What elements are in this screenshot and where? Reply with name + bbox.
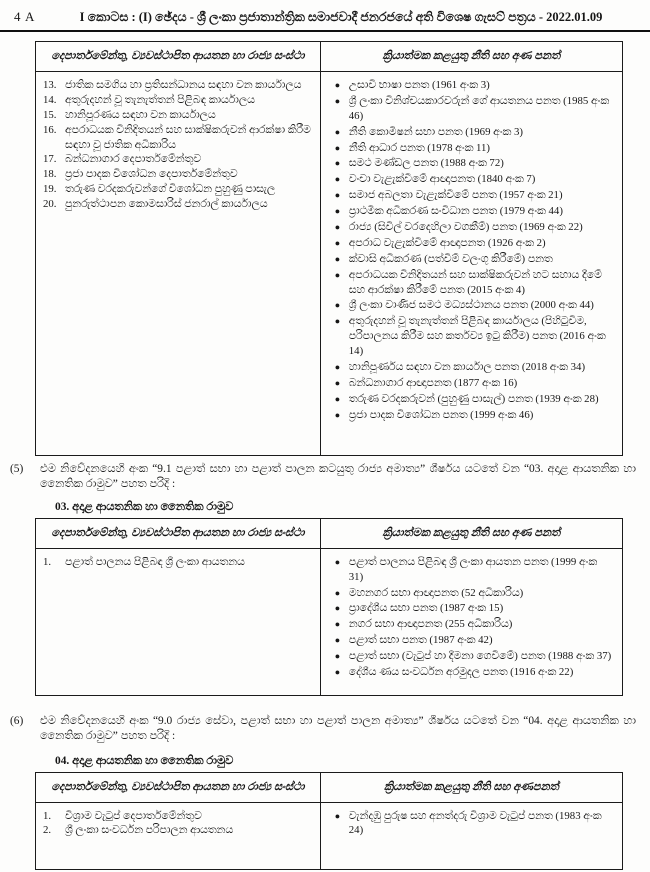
department-name: ප්‍රජා පාදක විශෝධන දෙපාර්තමේන්තුව (65, 168, 238, 181)
table-header-row (36, 519, 622, 549)
item-number: 13. (43, 79, 57, 91)
paragraph-5-marker: (5) (10, 463, 24, 475)
act-item (327, 268, 616, 298)
table-2-caption: 03. අදාළ ආයතනික හා නෛතික රාමුව (55, 500, 234, 513)
department-name: විශ්‍රාම වැටුප් දෙපාර්තමේන්තුව (65, 809, 202, 822)
act-item (327, 314, 616, 359)
col-header-departments: දෙපාර්තමේන්තු, ව්‍යවස්ථාපිත ආයතන හා රාජ්‍ය සංස්ථා (36, 773, 321, 802)
department-item (43, 93, 314, 108)
bullet-icon: ● (334, 190, 341, 201)
act-name: හානිපූර්ණය සඳහා වන කාර්යාල පනත (2018 අංක 34) (348, 361, 586, 374)
departments-cell (36, 549, 321, 695)
item-number: 15. (43, 108, 57, 121)
departments-acts-table-1 (35, 41, 623, 456)
act-item (327, 188, 616, 203)
act-item (327, 392, 616, 407)
department-item (43, 809, 314, 824)
act-name: වැන්දඹු පුරුෂ සහ අනත්දරු විශ්‍රාම වැටුප් පනත (1983 අංක 24) (348, 809, 602, 837)
act-name: මහනගර සභා ආඥාපනත (52 අධිකාරිය) (348, 586, 524, 599)
department-item (43, 197, 314, 212)
act-item (327, 601, 616, 616)
department-name: ශ්‍රී ලංකා සංවර්ධන පරිපාලන ආයතනය (65, 824, 234, 837)
act-name: අපරාධයක විනිදිතයන් සහ සාක්ෂිකරුවන් හට සහාය දීමේ සහ ආරක්ෂා කිරීමේ පනත (2015 අංක 4) (348, 268, 602, 296)
item-number: 2. (43, 824, 52, 837)
bullet-icon: ● (334, 300, 341, 311)
item-number: 1. (43, 809, 52, 822)
department-name: බන්ධනාගාර දෙපාර්තමේන්තුව (65, 153, 202, 166)
act-name: ප්‍රාදේශීය සභා පනත (1987 අංක 15) (348, 602, 504, 615)
paragraph-6 (10, 714, 636, 745)
act-item (327, 156, 616, 171)
act-item (327, 408, 616, 423)
act-name: දේශීය ණය සංවර්ධන අරමුදල පනත (1916 අංක 22) (348, 666, 574, 679)
department-item (43, 78, 314, 93)
act-item (327, 617, 616, 632)
act-item (327, 809, 616, 839)
bullet-icon: ● (334, 142, 341, 153)
act-name: ප්‍රාථමික අධිකරණ සංවිධාන පනත (1979 අංක 44) (348, 205, 563, 218)
bullet-icon: ● (334, 603, 341, 614)
act-item (327, 94, 616, 124)
bullet-icon: ● (334, 222, 341, 233)
act-name: රාජ්‍ය (සිවිල් වරදෙහිලා වගකීම්) පනත (1969 අංක 22) (348, 221, 583, 234)
col-header-departments: දෙපාර්තමේන්තු, ව්‍යවස්ථාපිත ආයතන හා රාජ්‍ය සංස්ථා (36, 519, 321, 548)
item-number: 16. (43, 123, 57, 136)
table-body-row (36, 549, 622, 695)
item-number: 18. (43, 168, 57, 181)
department-name: පුනරුත්ථාපන කොමසාරිස් ජනරාල් කාර්යාලය (65, 198, 268, 211)
department-item (43, 823, 314, 838)
table-3-caption: 04. අදාළ ආයතනික හා නෛතික රාමුව (55, 754, 234, 767)
act-item (327, 236, 616, 251)
paragraph-6-text: එම නිවේදනයෙහි අංක “9.0 රාජ්‍ය සේවා, පළාත් සභා හා පළාත් පාලන අමාත්‍ය” ශීර්ෂය යටතේ වන “04. අදාළ ආයතනික හා නෛතික රාමුව” පහත පරිදි : (40, 714, 636, 743)
bullet-icon: ● (334, 393, 341, 404)
table-header-row (36, 773, 622, 803)
act-name: ශ්‍රී ලංකා වාණිජ සමථ මධ්‍යස්ථානය පනත (2000 අංක 44) (348, 299, 594, 312)
act-item (327, 220, 616, 235)
departments-cell (36, 72, 321, 455)
act-item (327, 555, 616, 585)
acts-cell (321, 549, 622, 695)
act-name: නගර සභා ආඥාපනත (255 අධිකාරිය) (348, 618, 513, 631)
act-name: ක්වාසි අධිකරණ (පත්වීම් වලංගු කිරීමේ) පනත (348, 252, 553, 265)
bullet-icon: ● (334, 316, 341, 327)
department-item (43, 108, 314, 123)
page-header (0, 0, 650, 25)
bullet-icon: ● (334, 237, 341, 248)
act-name: උසාවි භාෂා පනත (1961 අංක 3) (348, 79, 490, 91)
act-name: ප්‍රජා පාදක විශෝධන පනත (1999 අංක 46) (348, 408, 534, 421)
department-item (43, 167, 314, 182)
act-name: නීති කොමිෂන් සභා පනත (1969 අංක 3) (348, 125, 524, 138)
bullet-icon: ● (334, 158, 341, 169)
act-item (327, 649, 616, 664)
acts-cell (321, 803, 622, 869)
bullet-icon: ● (334, 810, 341, 821)
bullet-icon: ● (334, 667, 341, 678)
department-name: පළාත් පාලනය පිළිබඳ ශ්‍රී ලංකා ආයතනය (65, 555, 245, 568)
departments-acts-table-3 (35, 772, 623, 870)
departments-acts-table-2 (35, 518, 623, 696)
item-number: 19. (43, 183, 57, 196)
act-name: සමාජ අබලතා වැළැක්වීමේ පනත (1957 අංක 21) (348, 189, 563, 202)
item-number: 20. (43, 198, 57, 211)
bullet-icon: ● (334, 635, 341, 646)
department-item (43, 123, 314, 153)
bullet-icon: ● (334, 126, 341, 137)
bullet-icon: ● (334, 362, 341, 373)
act-item (327, 141, 616, 156)
act-item (327, 125, 616, 140)
item-number: 14. (43, 93, 57, 106)
bullet-icon: ● (334, 556, 341, 567)
department-name: හානිපූරණය සඳහා වන කාර්යාලය (65, 108, 216, 121)
act-name: සමථ මණ්ඩල පනත (1988 අංක 72) (348, 157, 504, 170)
bullet-icon: ● (334, 651, 341, 662)
act-item (327, 172, 616, 187)
col-header-acts: ක්‍රියාත්මක කළයුතු නීති සහ අණපනත් (383, 780, 559, 793)
act-item (327, 633, 616, 648)
page-number: 4 A (14, 9, 36, 24)
bullet-icon: ● (334, 253, 341, 264)
bullet-icon: ● (334, 174, 341, 185)
act-name: ශ්‍රී ලංකා විනිශ්චයකාරවරුන් ගේ ආයතනය පනත (1985 අංක 46) (348, 94, 610, 122)
paragraph-6-marker: (6) (10, 714, 24, 727)
act-item (327, 586, 616, 601)
act-name: පළාත් පාලනය පිළිබඳ ශ්‍රී ලංකා ආයතන පනත (1999 අංක 31) (348, 555, 598, 583)
item-number: 1. (43, 555, 52, 568)
department-name: තරුණ වරදකරුවන්ගේ විශෝධන පුහුණු පාසැල (65, 183, 276, 196)
bullet-icon: ● (334, 587, 341, 598)
act-item (327, 360, 616, 375)
bullet-icon: ● (334, 206, 341, 217)
department-item (43, 152, 314, 167)
act-item (327, 252, 616, 267)
bullet-icon: ● (334, 619, 341, 630)
table-body-row (36, 803, 622, 869)
item-number: 17. (43, 153, 57, 166)
bullet-icon: ● (334, 269, 341, 280)
department-name: අපරාධයක විනිදිතයන් සහ සාක්ෂිකරුවන් ආරක්ෂා කිරීම සඳහා වූ ජාතික අධිකාරිය (65, 123, 311, 151)
department-name: අතුරුදහන් වූ තැනැත්තන් පිළිබඳ කාර්යාලය (65, 93, 255, 106)
department-item (43, 555, 314, 570)
bullet-icon: ● (334, 409, 341, 420)
page-title: I කොටස : (I) ඡේදය - ශ්‍රී ලංකා ප්‍රජාතාන්ත්‍රික සමාජවාදී ජනරජයේ අති විශෙෂ ගැසට් පත්‍රය - 2022.01.09 (79, 10, 603, 24)
act-name: අපරාධ වැළැක්වීමේ ආඥාපනත (1926 අංක 2) (348, 236, 546, 249)
department-name: ජාතික සමගිය හා ප්‍රතිසන්ධානය සඳහා වන කාර්යාලය (65, 79, 302, 91)
bullet-icon: ● (334, 377, 341, 388)
act-name: නීති ආධාර පනත (1978 අංක 11) (348, 141, 491, 154)
act-name: පළාත් සභා (වැටුප් හා දීමනා ගෙවීමේ) පනත (1988 අංක 37) (348, 650, 612, 663)
act-name: අතුරුදහන් වූ තැනැත්තන් පිළිබඳ කාර්යාලය (පිහිටුවීම, පරිපාලනය කිරීම සහ කර්තව්‍ය ඉටු කිරීම) පනත (2016 අංක 14) (348, 315, 606, 358)
col-header-departments: දෙපාර්තමේන්තු, ව්‍යවස්ථාපිත ආයතන හා රාජ්‍ය සංස්ථා (36, 42, 321, 71)
act-name: වංචා වැළැක්වීමේ ආඥාපනත (1840 අංක 7) (348, 173, 536, 186)
col-header-acts: ක්‍රියාත්මක කළයුතු නීති සහ අණ පනත් (382, 526, 561, 539)
act-item (327, 204, 616, 219)
act-name: බන්ධනාගාර ආඥාපනත (1877 අංක 16) (348, 376, 518, 389)
col-header-acts: ක්‍රියාත්මක කළයුතු නීති සහ අණ පනත් (382, 50, 561, 62)
act-item (327, 78, 616, 93)
table-header-row (36, 42, 622, 72)
bullet-icon: ● (334, 95, 341, 106)
act-item (327, 298, 616, 313)
paragraph-5 (10, 462, 636, 493)
table-body-row (36, 72, 622, 455)
act-name: තරුණ වරදකරුවන් (පුහුණු පාසැල්) පනත (1939 අංක 28) (348, 392, 599, 405)
acts-cell (321, 72, 622, 455)
act-item (327, 665, 616, 680)
act-item (327, 376, 616, 391)
bullet-icon: ● (334, 80, 341, 90)
header-divider (0, 30, 650, 32)
act-name: පළාත් සභා පනත (1987 අංක 42) (348, 634, 493, 647)
departments-cell (36, 803, 321, 869)
paragraph-5-text: එම නිවේදනයෙහි අංක “9.1 පළාත් සභා හා පළාත් පාලන කටයුතු රාජ්‍ය අමාත්‍ය” ශීර්ෂය යටතේ වන “03. අදාළ ආයතනික හා නෛතික රාමුව” පහත පරිදි : (40, 463, 636, 491)
department-item (43, 182, 314, 197)
